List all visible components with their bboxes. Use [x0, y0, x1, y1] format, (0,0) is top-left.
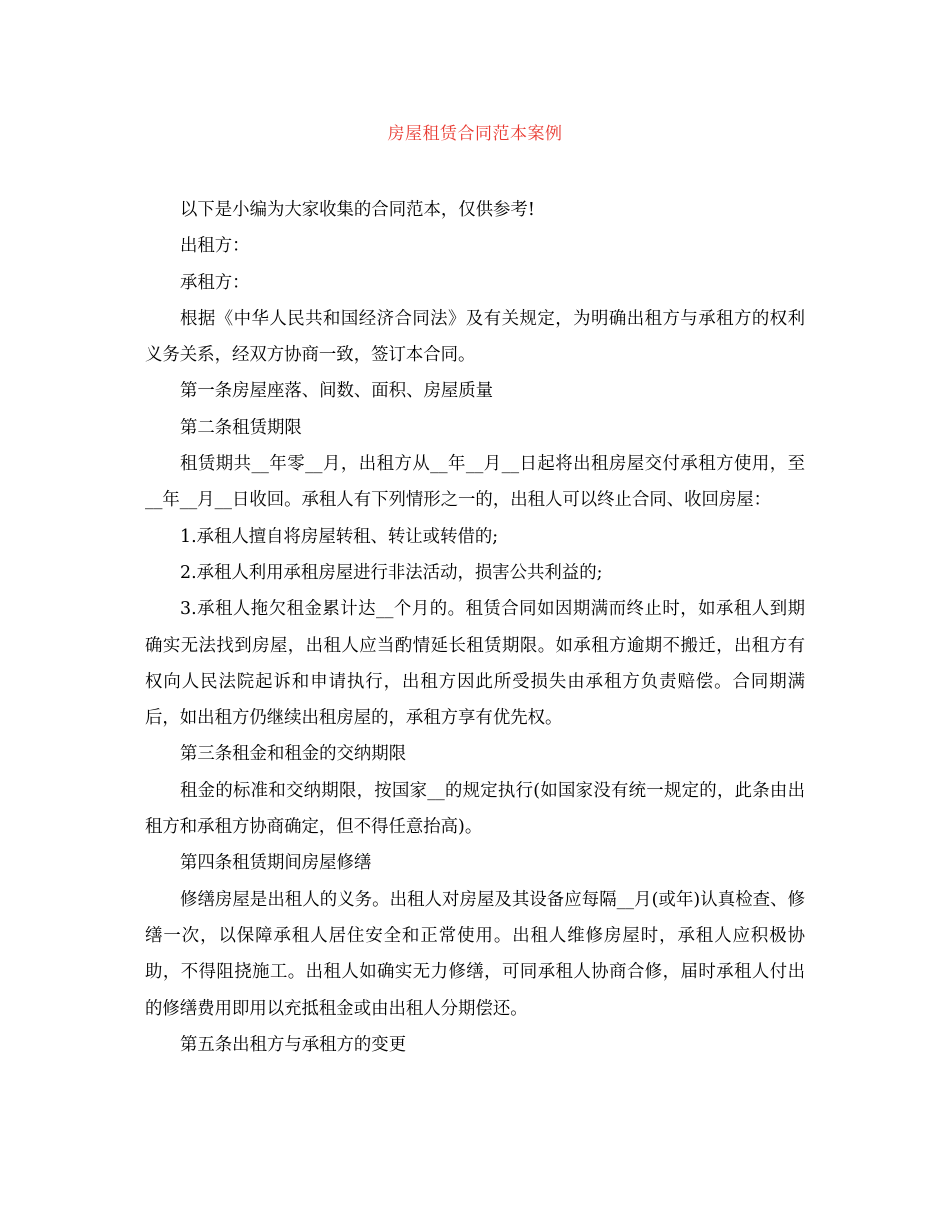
- article-2-heading: 第二条租赁期限: [180, 417, 302, 438]
- rent-paragraph: 租金的标准和交纳期限，按国家__的规定执行(如国家没有统一规定的，此条由出租方和承租方协商确定，但不得任意抬高)。: [145, 780, 805, 838]
- termination-item-3: 3.承租人拖欠租金累计达__个月的。租赁合同如因期满而终止时，如承租人到期确实无法找到房屋，出租人应当酌情延长租赁期限。如承租方逾期不搬迁，出租方有权向人民法院起诉和申请执行，出租方因此所受损失由承租方负责赔偿。合同期满后，如出租方仍继续出租房屋的，承租方享有优先权。: [145, 599, 805, 729]
- lessee-field: 承租方：: [180, 272, 250, 293]
- article-1-heading: 第一条房屋座落、间数、面积、房屋质量: [180, 381, 494, 402]
- article-5-heading: 第五条出租方与承租方的变更: [180, 1034, 407, 1055]
- article-3-heading: 第三条租金和租金的交纳期限: [180, 744, 407, 765]
- termination-item-2: 2.承租人利用承租房屋进行非法活动，损害公共利益的;: [180, 562, 603, 583]
- preamble-paragraph: 根据《中华人民共和国经济合同法》及有关规定，为明确出租方与承租方的权利义务关系，经双方协商一致，签订本合同。: [145, 308, 805, 366]
- termination-item-1: 1.承租人擅自将房屋转租、转让或转借的;: [180, 526, 499, 547]
- article-4-heading: 第四条租赁期间房屋修缮: [180, 853, 372, 874]
- repair-paragraph: 修缮房屋是出租人的义务。出租人对房屋及其设备应每隔__月(或年)认真检查、修缮一次，以保障承租人居住安全和正常使用。出租人维修房屋时，承租人应积极协助，不得阻挠施工。出租人如确实无力修缮，可同承租人协商合修，届时承租人付出的修缮费用即用以充抵租金或由出租人分期偿还。: [145, 889, 805, 1019]
- lease-term-paragraph: 租赁期共__年零__月，出租方从__年__月__日起将出租房屋交付承租方使用，至__年__月__日收回。承租人有下列情形之一的，出租人可以终止合同、收回房屋：: [145, 454, 805, 511]
- document-body: [145, 192, 805, 1063]
- document-title: 房屋租赁合同范本案例: [387, 124, 563, 144]
- intro-paragraph: 以下是小编为大家收集的合同范本，仅供参考!: [180, 200, 535, 220]
- lessor-field: 出租方：: [180, 236, 250, 257]
